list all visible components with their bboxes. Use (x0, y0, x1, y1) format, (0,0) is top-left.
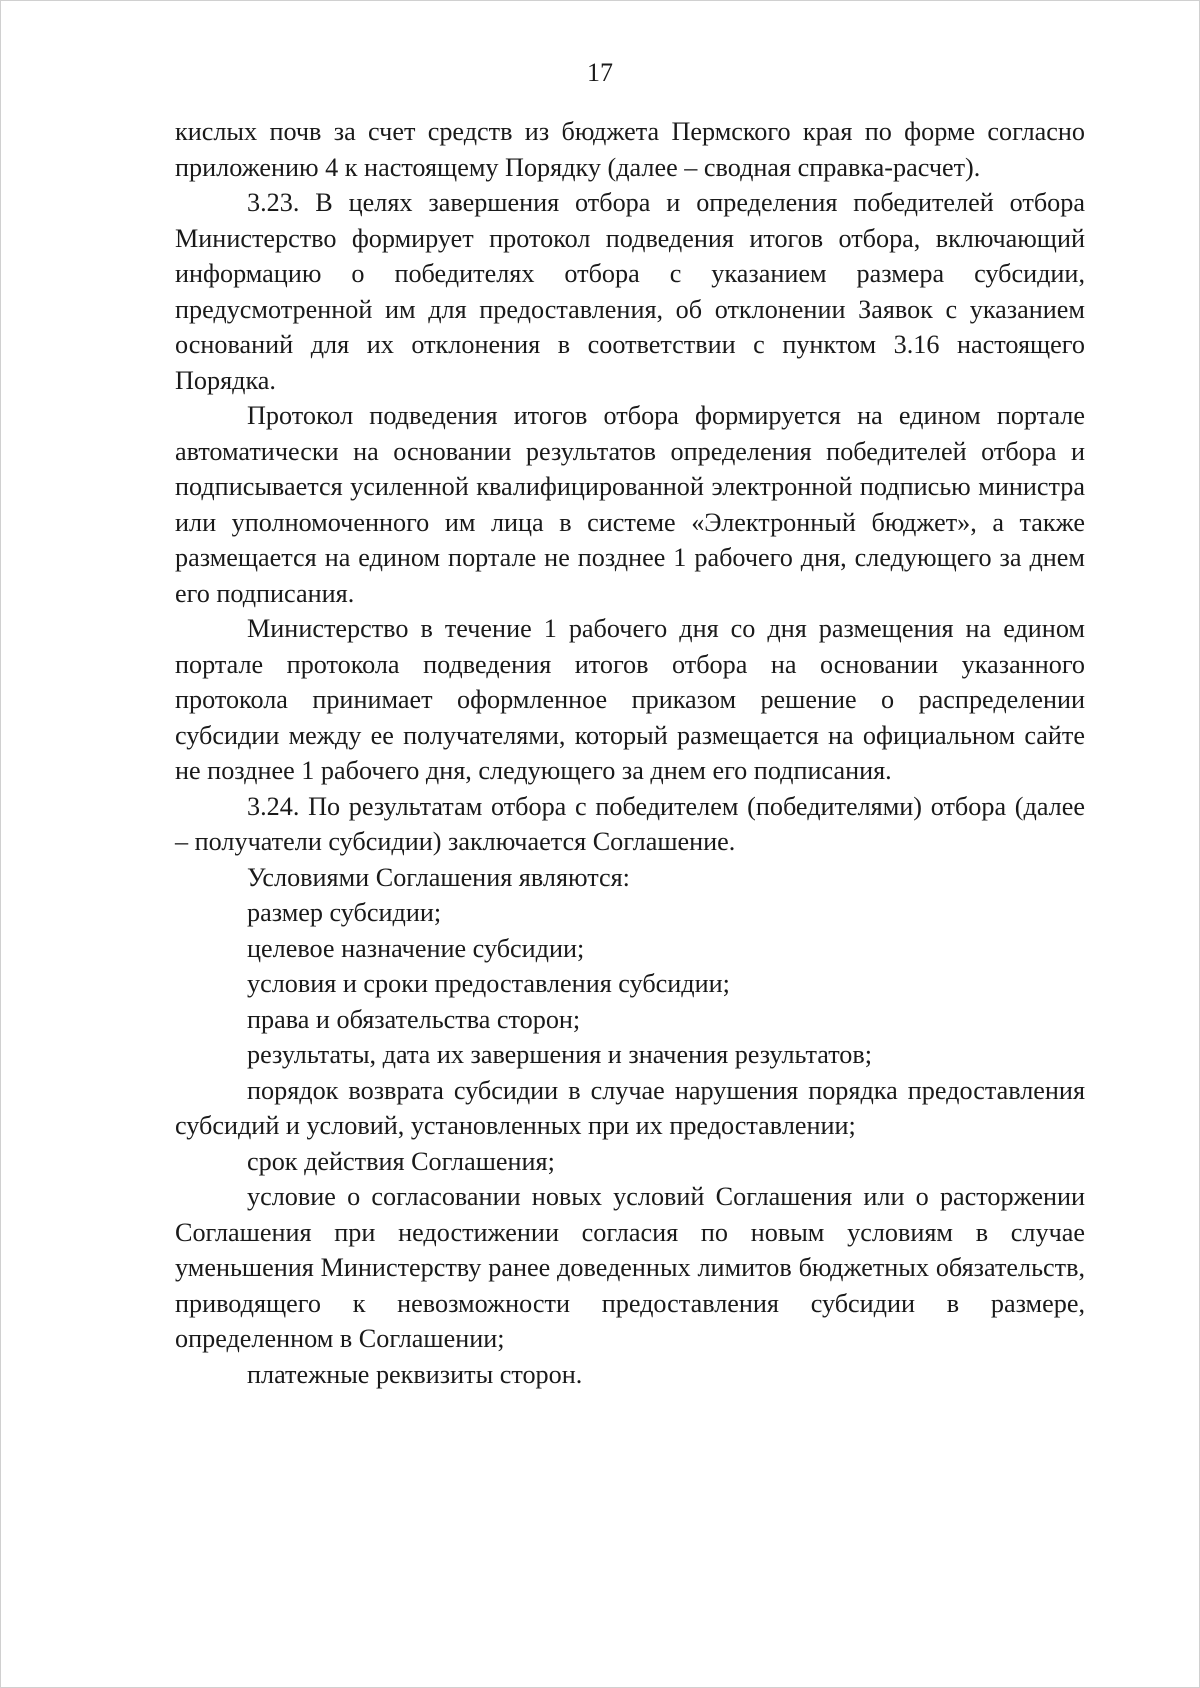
list-item-results: результаты, дата их завершения и значения результатов; (247, 1040, 873, 1069)
list-item-rights: права и обязательства сторон; (247, 1004, 581, 1034)
paragraph-conditions-intro: Условиями Соглашения являются: (247, 862, 630, 892)
document-body (175, 114, 1085, 1392)
list-item-new-conditions: условие о согласовании новых условий Соглашения или о расторжении Соглашения при недостижении согласия по новым условиям в случае уменьшения Министерству ранее доведенных лимитов бюджетных обязательств, приводящего к невозможности предоставления субсидии в размере, определенном в Соглашении; (175, 1182, 1085, 1353)
list-item-refund-procedure: порядок возврата субсидии в случае нарушения порядка предоставления субсидий и условий, установленных при их предоставлении; (175, 1075, 1085, 1140)
paragraph-3-23: 3.23. В целях завершения отбора и определения победителей отбора Министерство формирует протокол подведения итогов отбора, включающий информацию о победителях отбора с указанием размера субсидии, предусмотренной им для предоставления, об отклонении Заявок с указанием оснований для их отклонения в соответствии с пунктом 3.16 настоящего Порядка. (175, 188, 1085, 395)
page-number: 17 (587, 58, 613, 87)
paragraph-continuation: кислых почв за счет средств из бюджета Пермского края по форме согласно приложению 4 к настоящему Порядку (далее – сводная справка-расчет). (175, 117, 1085, 182)
list-item-validity-period: срок действия Соглашения; (247, 1146, 555, 1176)
list-item-subsidy-size: размер субсидии; (247, 898, 442, 927)
list-item-purpose: целевое назначение субсидии; (247, 933, 585, 963)
paragraph-protocol: Протокол подведения итогов отбора формируется на едином портале автоматически на основании результатов определения победителей отбора и подписывается усиленной квалифицированной электронной подписью министра или уполномоченного им лица в системе «Электронный бюджет», а также размещается на едином портале не позднее 1 рабочего дня, следующего за днем его подписания. (175, 401, 1085, 608)
paragraph-3-24: 3.24. По результатам отбора с победителем (победителями) отбора (далее – получатели субсидии) заключается Соглашение. (175, 791, 1085, 856)
paragraph-ministry-decision: Министерство в течение 1 рабочего дня со дня размещения на едином портале протокола подведения итогов отбора на основании указанного протокола принимает оформленное приказом решение о распределении субсидии между ее получателями, который размещается на официальном сайте не позднее 1 рабочего дня, следующего за днем его подписания. (175, 614, 1085, 785)
list-item-payment-details: платежные реквизиты сторон. (247, 1359, 583, 1389)
list-item-terms: условия и сроки предоставления субсидии; (247, 969, 730, 998)
